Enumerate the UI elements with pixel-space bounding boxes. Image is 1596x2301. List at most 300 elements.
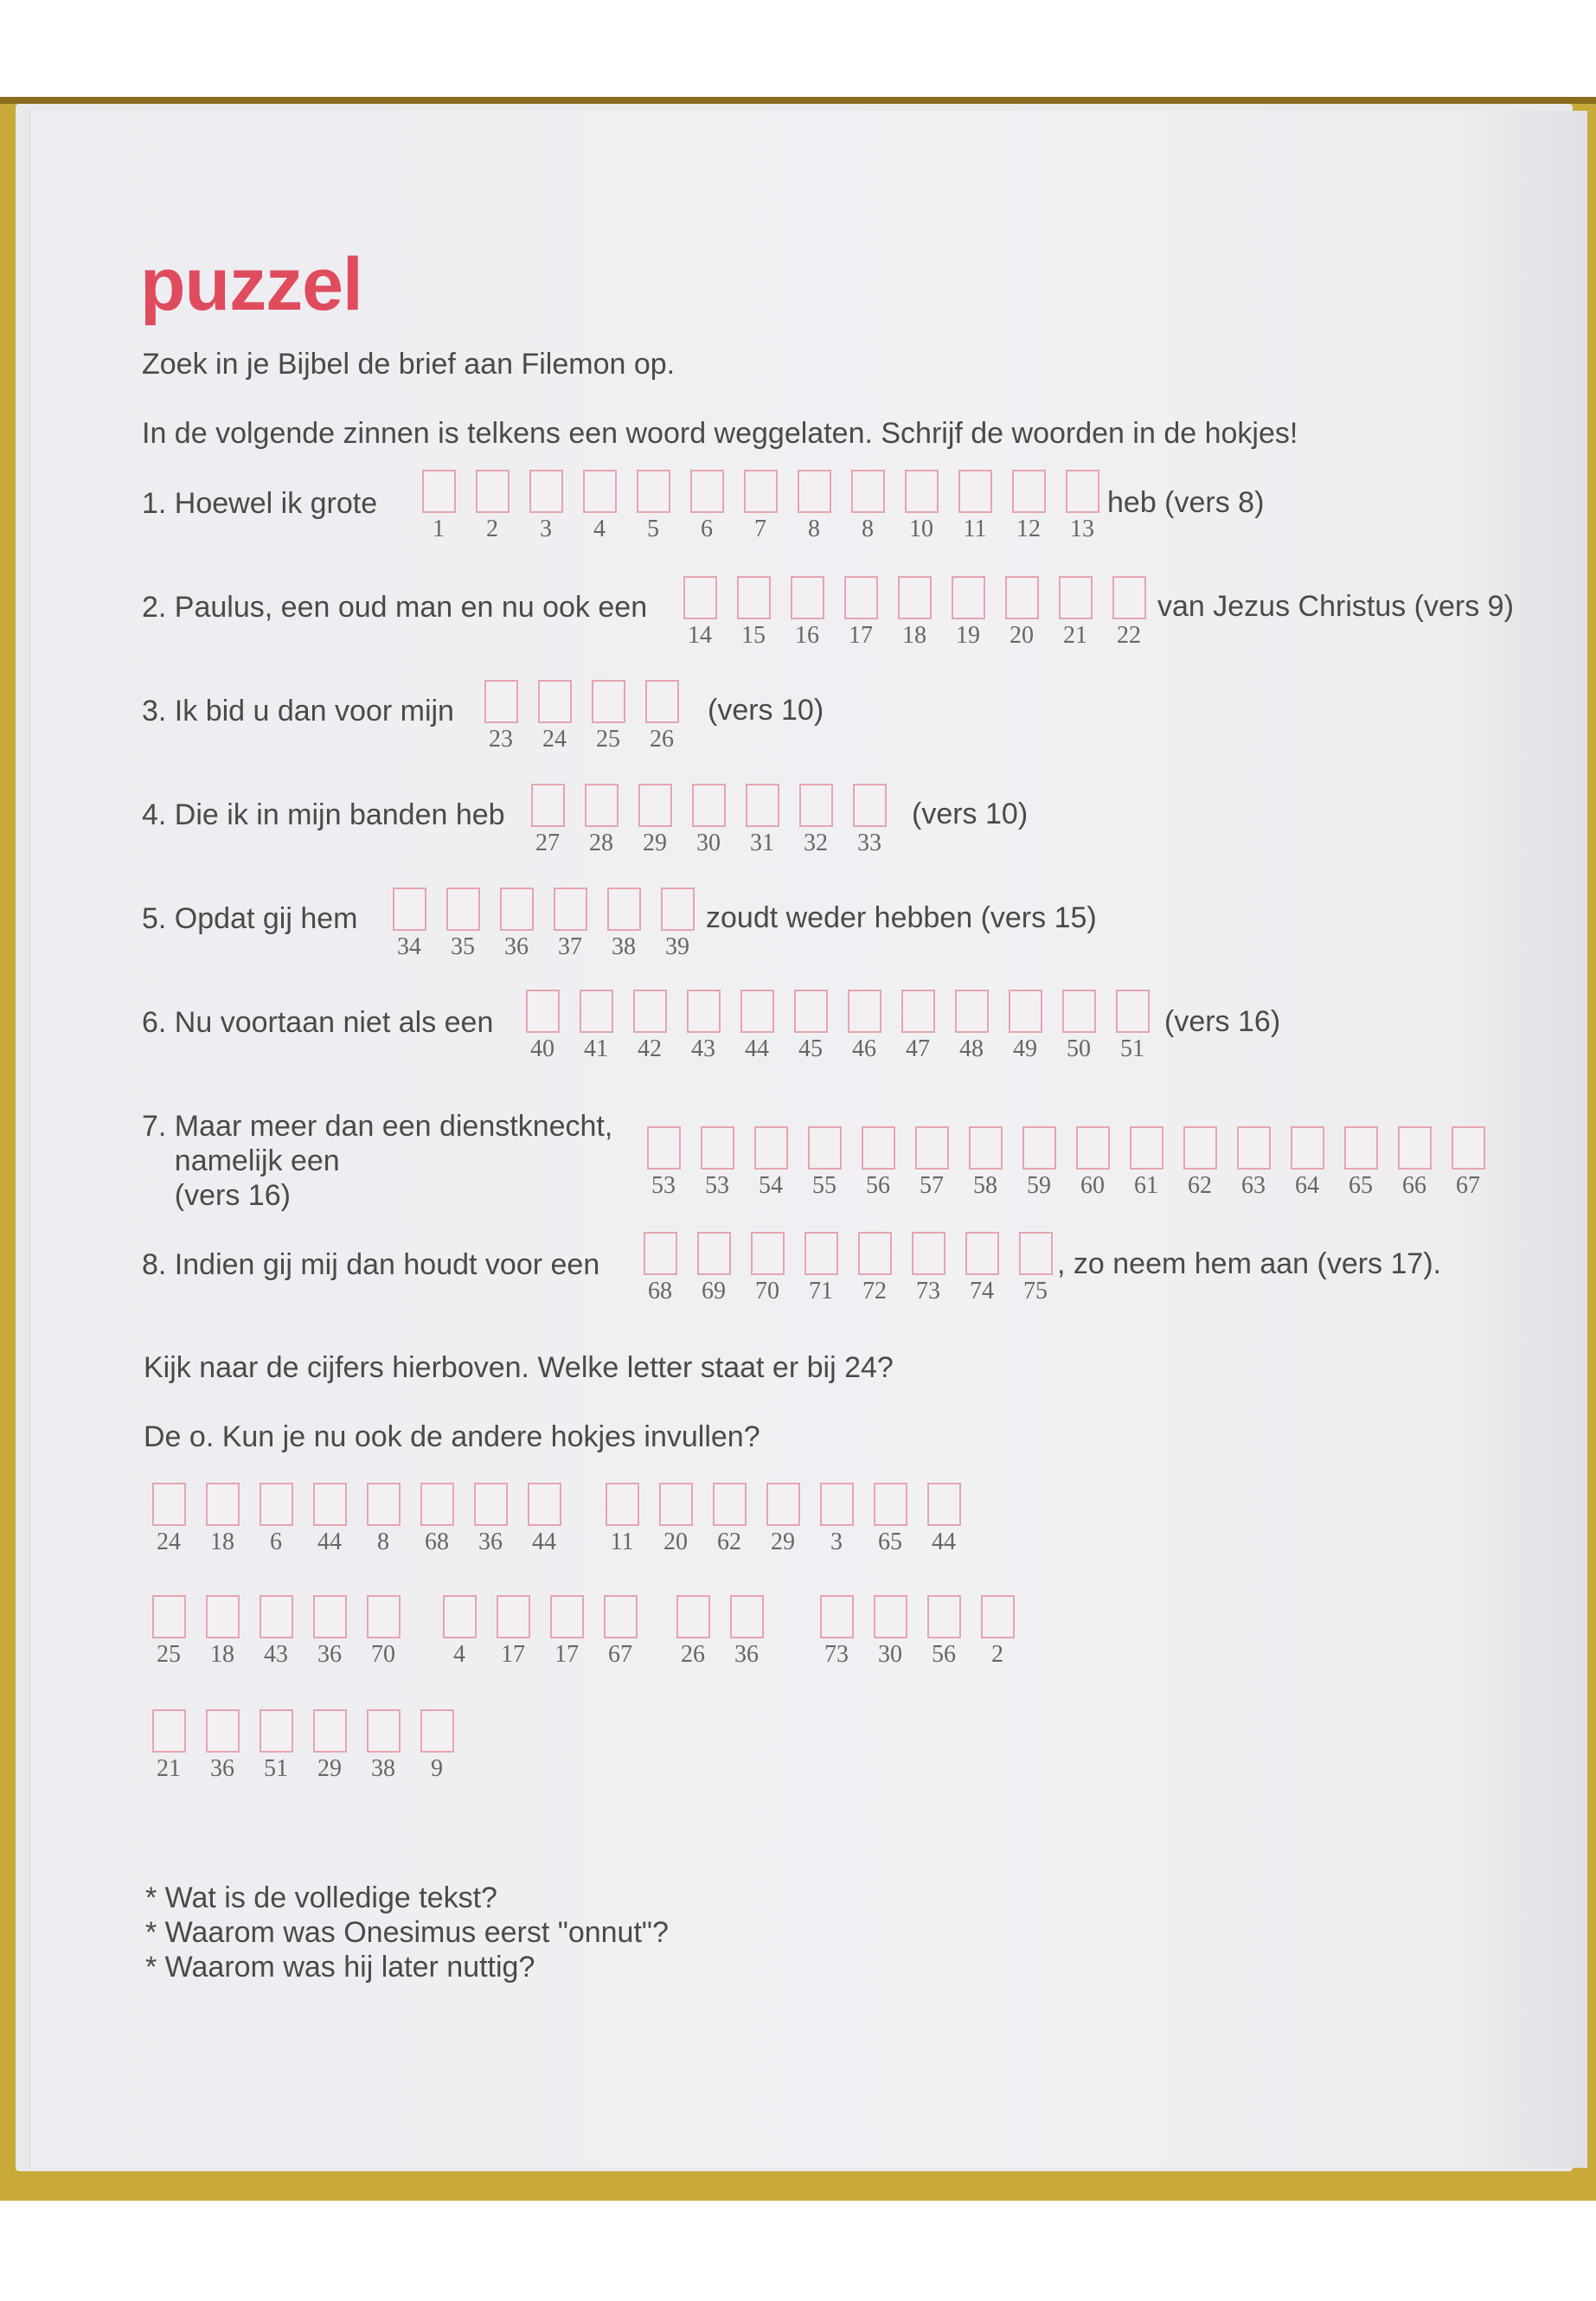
letter-box[interactable] [1130,1126,1163,1170]
question-cell [958,1126,1012,1199]
box-number: 29 [317,1755,342,1782]
letter-box[interactable] [912,1232,945,1275]
letter-box[interactable] [701,1126,734,1170]
box-number: 24 [542,726,567,753]
letter-box[interactable] [851,470,885,513]
letter-box[interactable] [740,990,774,1033]
question-cell [730,990,784,1062]
question-cell [635,680,689,753]
box-number: 2 [486,516,498,542]
code-cell [666,1595,720,1668]
letter-box[interactable] [1344,1126,1378,1170]
letter-box[interactable] [206,1483,240,1526]
box-number: 29 [771,1529,795,1555]
letter-box[interactable] [1076,1126,1110,1170]
box-number: 10 [909,516,933,542]
letter-box[interactable] [751,1232,785,1275]
letter-box[interactable] [754,1126,788,1170]
box-number: 17 [849,622,873,649]
question-cell [623,990,676,1062]
box-number: 9 [431,1755,443,1782]
box-number: 5 [647,516,659,542]
box-number: 22 [1117,622,1141,649]
box-number: 12 [1016,516,1041,542]
question-cell [651,888,704,960]
box-number: 8 [862,516,874,542]
box-number: 26 [650,726,674,753]
letter-box[interactable] [820,1483,854,1526]
question-7-label: 7. Maar meer dan een dienstknecht, namelijk een (vers 16) [142,1110,613,1212]
letter-box[interactable] [1398,1126,1432,1170]
letter-box[interactable] [737,576,771,619]
letter-box[interactable] [422,470,456,513]
letter-box[interactable] [152,1595,186,1638]
letter-box[interactable] [206,1595,240,1638]
box-number: 68 [648,1278,672,1304]
letter-box[interactable] [497,1595,530,1638]
letter-box[interactable] [874,1595,907,1638]
letter-box[interactable] [531,784,565,827]
letter-box[interactable] [927,1595,961,1638]
letter-box[interactable] [604,1595,638,1638]
letter-box[interactable] [529,470,563,513]
box-number: 30 [878,1641,902,1668]
box-number: 41 [584,1035,608,1062]
letter-box[interactable] [915,1126,949,1170]
bullet-1: * Wat is de volledige tekst? [145,1881,497,1914]
question-cell [843,784,896,856]
code-cell [971,1595,1024,1668]
letter-box[interactable] [1237,1126,1271,1170]
question-4-label: 4. Die ik in mijn banden heb [142,798,505,831]
box-number: 53 [705,1172,729,1199]
box-number: 29 [643,830,667,856]
question-8-suffix: , zo neem hem aan (vers 17). [1057,1247,1442,1280]
code-cell [540,1595,593,1668]
letter-box[interactable] [538,680,572,723]
letter-box[interactable] [794,990,828,1033]
question-cell [948,470,1002,542]
box-number: 67 [608,1641,632,1668]
letter-box[interactable] [1022,1126,1056,1170]
letter-box[interactable] [965,1232,999,1275]
letter-box[interactable] [420,1483,454,1526]
letter-box[interactable] [898,576,932,619]
letter-box[interactable] [969,1126,1003,1170]
code-cell [517,1483,571,1555]
box-number: 15 [741,622,766,649]
question-cell [905,1126,958,1199]
code-cell [195,1709,249,1782]
question-6-label: 6. Nu voortaan niet als een [142,1006,494,1039]
code-cell [195,1595,249,1668]
letter-box[interactable] [585,784,619,827]
box-number: 31 [750,830,774,856]
question-8-boxes [633,1232,1062,1304]
question-cell [727,576,780,649]
box-number: 56 [932,1641,956,1668]
code-cell [142,1709,195,1782]
question-1-boxes [412,470,1109,542]
box-number: 45 [798,1035,823,1062]
code-row-2-word-4 [810,1595,1024,1668]
question-cell [945,990,998,1062]
letter-box[interactable] [848,990,881,1033]
box-number: 69 [702,1278,726,1304]
question-6-suffix: (vers 16) [1164,1005,1281,1038]
box-number: 62 [717,1529,741,1555]
letter-box[interactable] [313,1595,347,1638]
letter-box[interactable] [853,784,887,827]
box-number: 38 [371,1755,395,1782]
box-number: 32 [804,830,828,856]
question-cell [382,888,436,960]
question-7-boxes [637,1126,1495,1199]
box-number: 8 [808,516,820,542]
letter-box[interactable] [313,1709,347,1753]
box-number: 8 [377,1529,389,1555]
box-number: 18 [902,622,926,649]
question-cell [848,1232,901,1304]
code-cell [356,1483,410,1555]
box-number: 60 [1080,1172,1105,1199]
letter-box[interactable] [1012,470,1046,513]
letter-box[interactable] [901,990,935,1033]
bullet-3: * Waarom was hij later nuttig? [145,1951,535,1984]
code-cell [433,1595,486,1668]
box-number: 72 [862,1278,887,1304]
box-number: 43 [691,1035,715,1062]
letter-box[interactable] [730,1595,764,1638]
question-cell [735,784,789,856]
letter-box[interactable] [474,1483,508,1526]
question-cell [901,1232,955,1304]
bullet-2: * Waarom was Onesimus eerst "onnut"? [145,1916,669,1949]
box-number: 37 [558,933,582,960]
letter-box[interactable] [528,1483,561,1526]
question-6-boxes [516,990,1159,1062]
letter-box[interactable] [952,576,985,619]
letter-box[interactable] [1116,990,1150,1033]
code-cell [303,1709,356,1782]
letter-box[interactable] [820,1595,854,1638]
question-cell [787,470,841,542]
code-cell [249,1483,303,1555]
letter-box[interactable] [1005,576,1039,619]
question-4-suffix: (vers 10) [912,798,1029,830]
box-number: 11 [963,516,987,542]
question-cell [837,990,891,1062]
question-cell [995,576,1048,649]
question-cell [740,1232,794,1304]
box-number: 44 [932,1529,956,1555]
question-5-boxes [382,888,704,960]
question-cell [1002,470,1055,542]
letter-box[interactable] [592,680,625,723]
letter-box[interactable] [1009,990,1042,1033]
letter-box[interactable] [844,576,878,619]
question-cell [734,470,787,542]
letter-box[interactable] [500,888,534,931]
question-cell [1227,1126,1280,1199]
letter-box[interactable] [393,888,426,931]
letter-box[interactable] [633,990,667,1033]
letter-box[interactable] [791,576,824,619]
box-number: 13 [1070,516,1094,542]
question-1-suffix: heb (vers 8) [1107,486,1265,519]
question-cell [633,1232,687,1304]
letter-box[interactable] [645,680,679,723]
question-cell [1173,1126,1227,1199]
letter-box[interactable] [260,1483,293,1526]
box-number: 58 [973,1172,997,1199]
letter-box[interactable] [687,990,721,1033]
box-number: 36 [734,1641,759,1668]
code-cell [142,1595,195,1668]
box-number: 18 [210,1529,234,1555]
letter-box[interactable] [746,784,779,827]
question-cell [834,576,888,649]
question-cell [1441,1126,1495,1199]
code-cell [917,1595,971,1668]
question-cell [573,470,626,542]
letter-box[interactable] [690,470,724,513]
letter-box[interactable] [484,680,518,723]
box-number: 66 [1402,1172,1426,1199]
box-number: 54 [759,1172,783,1199]
question-cell [676,990,730,1062]
question-5-suffix: zoudt weder hebben (vers 15) [706,901,1097,934]
box-number: 36 [504,933,529,960]
code-row-1-word-1 [142,1483,571,1555]
letter-box[interactable] [637,470,670,513]
letter-box[interactable] [692,784,726,827]
letter-box[interactable] [554,888,587,931]
question-cell [955,1232,1009,1304]
letter-box[interactable] [713,1483,747,1526]
box-number: 70 [755,1278,779,1304]
box-number: 39 [665,933,689,960]
letter-box[interactable] [260,1709,293,1753]
box-number: 33 [857,830,881,856]
question-cell [465,470,519,542]
letter-box[interactable] [446,888,480,931]
letter-box[interactable] [958,470,992,513]
question-cell [628,784,682,856]
letter-box[interactable] [367,1709,401,1753]
code-cell [702,1483,756,1555]
letter-box[interactable] [638,784,672,827]
letter-box[interactable] [874,1483,907,1526]
letter-box[interactable] [260,1595,293,1638]
box-number: 43 [264,1641,288,1668]
code-cell [356,1595,410,1668]
letter-box[interactable] [697,1232,731,1275]
box-number: 46 [852,1035,876,1062]
code-row-2-word-2 [433,1595,647,1668]
box-number: 51 [1120,1035,1144,1062]
box-number: 23 [489,726,513,753]
letter-box[interactable] [905,470,939,513]
box-number: 40 [530,1035,554,1062]
letter-box[interactable] [367,1483,401,1526]
box-number: 44 [532,1529,556,1555]
box-number: 30 [696,830,721,856]
question-cell [784,990,837,1062]
letter-box[interactable] [858,1232,892,1275]
box-number: 51 [264,1755,288,1782]
box-number: 50 [1067,1035,1091,1062]
question-cell [789,784,843,856]
question-cell [894,470,948,542]
box-number: 3 [540,516,552,542]
question-cell [474,680,528,753]
letter-box[interactable] [981,1595,1015,1638]
letter-box[interactable] [808,1126,842,1170]
code-cell [356,1709,410,1782]
box-number: 35 [451,933,475,960]
letter-box[interactable] [661,888,695,931]
letter-box[interactable] [799,784,833,827]
box-number: 70 [371,1641,395,1668]
letter-box[interactable] [659,1483,693,1526]
letter-box[interactable] [683,576,717,619]
question-cell [597,888,651,960]
box-number: 4 [593,516,606,542]
box-number: 65 [1349,1172,1373,1199]
box-number: 24 [157,1529,181,1555]
box-number: 4 [453,1641,465,1668]
question-cell [521,784,574,856]
box-number: 18 [210,1641,234,1668]
question-cell [490,888,543,960]
letter-box[interactable] [367,1595,401,1638]
box-number: 6 [270,1529,282,1555]
question-cell [412,470,465,542]
question-cell [690,1126,744,1199]
question-cell [794,1232,848,1304]
letter-box[interactable] [927,1483,961,1526]
letter-box[interactable] [1183,1126,1217,1170]
box-number: 61 [1134,1172,1158,1199]
code-row-1-word-2 [595,1483,971,1555]
letter-box[interactable] [1291,1126,1324,1170]
letter-box[interactable] [313,1483,347,1526]
question-cell [841,470,894,542]
box-number: 27 [535,830,560,856]
box-number: 3 [830,1529,843,1555]
box-number: 25 [596,726,620,753]
question-3-suffix: (vers 10) [708,694,824,727]
question-2-suffix: van Jezus Christus (vers 9) [1157,590,1514,623]
code-cell [720,1595,773,1668]
box-number: 36 [317,1641,342,1668]
box-number: 75 [1023,1278,1048,1304]
question-cell [1009,1232,1062,1304]
letter-box[interactable] [526,990,560,1033]
question-cell [528,680,581,753]
letter-box[interactable] [606,1483,639,1526]
box-number: 21 [157,1755,181,1782]
letter-box[interactable] [152,1483,186,1526]
box-number: 2 [991,1641,1003,1668]
code-cell [863,1483,917,1555]
question-cell [626,470,680,542]
letter-box[interactable] [744,470,778,513]
question-cell [888,576,941,649]
box-number: 56 [866,1172,890,1199]
letter-box[interactable] [1062,990,1096,1033]
code-cell [593,1595,647,1668]
cover-edge [0,97,1596,104]
letter-box[interactable] [420,1709,454,1753]
letter-box[interactable] [583,470,617,513]
letter-box[interactable] [1019,1232,1053,1275]
box-number: 67 [1456,1172,1480,1199]
box-number: 48 [959,1035,984,1062]
letter-box[interactable] [804,1232,838,1275]
question-8-label: 8. Indien gij mij dan houdt voor een [142,1248,600,1281]
letter-box[interactable] [206,1709,240,1753]
code-cell [486,1595,540,1668]
question-2-boxes [673,576,1156,649]
question-clue: Kijk naar de cijfers hierboven. Welke letter staat er bij 24? [144,1351,894,1384]
question-1-label: 1. Hoewel ik grote [142,487,378,520]
box-number: 68 [425,1529,449,1555]
question-cell [680,470,734,542]
code-cell [249,1595,303,1668]
code-cell [595,1483,649,1555]
letter-box[interactable] [476,470,510,513]
letter-box[interactable] [443,1595,477,1638]
letter-box[interactable] [955,990,989,1033]
box-number: 17 [554,1641,579,1668]
box-number: 6 [701,516,713,542]
letter-box[interactable] [1112,576,1146,619]
box-number: 63 [1241,1172,1266,1199]
letter-box[interactable] [798,470,831,513]
question-3-boxes [474,680,689,753]
box-number: 49 [1013,1035,1037,1062]
question-cell [637,1126,690,1199]
box-number: 21 [1063,622,1087,649]
code-cell [649,1483,702,1555]
letter-box[interactable] [1066,470,1099,513]
question-cell [1388,1126,1441,1199]
code-cell [142,1483,195,1555]
letter-box[interactable] [862,1126,895,1170]
letter-box[interactable] [1059,576,1093,619]
letter-box[interactable] [607,888,641,931]
box-number: 73 [824,1641,849,1668]
letter-box[interactable] [766,1483,800,1526]
box-number: 26 [681,1641,705,1668]
letter-box[interactable] [580,990,613,1033]
letter-box[interactable] [1452,1126,1485,1170]
letter-box[interactable] [647,1126,681,1170]
box-number: 36 [210,1755,234,1782]
letter-box[interactable] [676,1595,710,1638]
code-cell [303,1483,356,1555]
code-row-2-word-1 [142,1595,410,1668]
question-cell [1280,1126,1334,1199]
question-cell [941,576,995,649]
letter-box[interactable] [644,1232,677,1275]
question-cell [998,990,1052,1062]
letter-box[interactable] [550,1595,584,1638]
letter-box[interactable] [152,1709,186,1753]
intro-line-2: In de volgende zinnen is telkens een woord weggelaten. Schrijf de woorden in de hokjes! [142,417,1298,450]
